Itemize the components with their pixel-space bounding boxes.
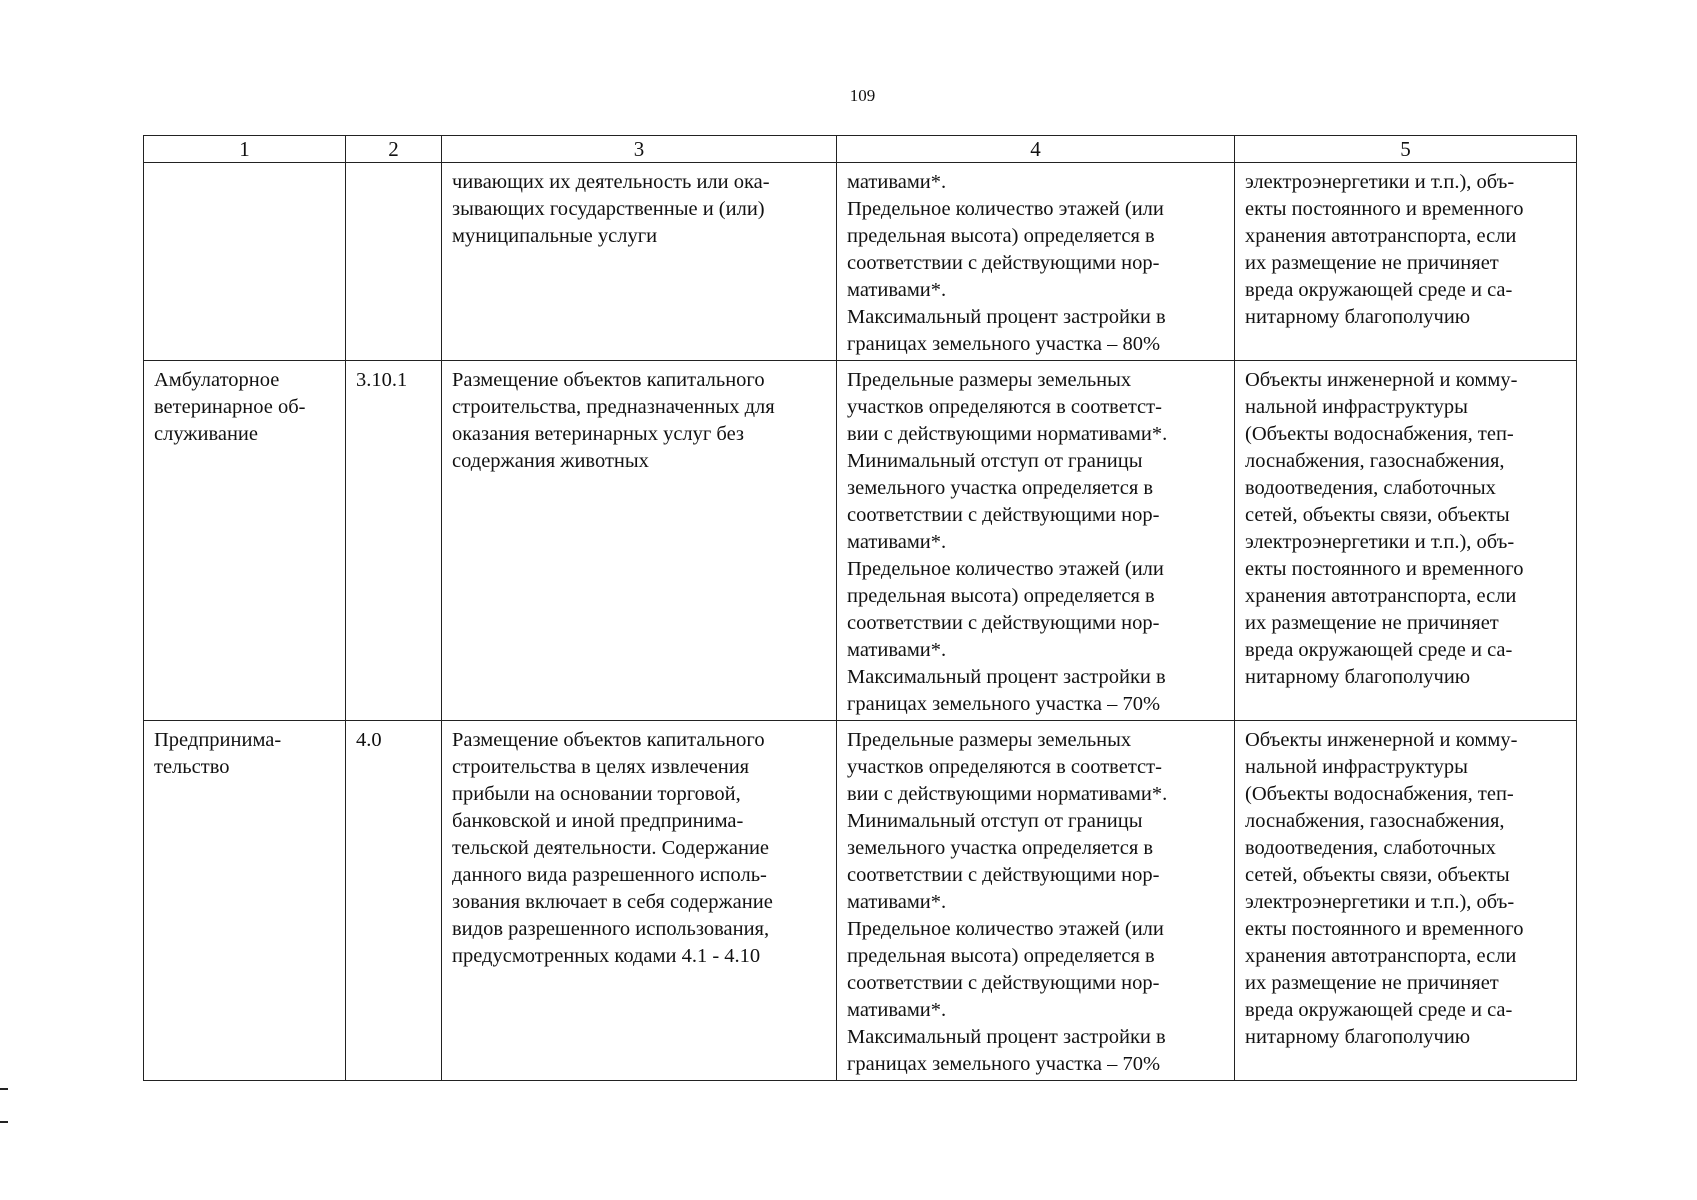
text-line: соответствии с действующими нор-: [847, 612, 1160, 634]
auxiliary-uses-cell: [1235, 163, 1577, 361]
text-line: вии с действующими нормативами*.: [847, 783, 1168, 805]
table-row: [144, 163, 1577, 361]
text-line: Предельное количество этажей (или: [847, 558, 1164, 580]
text-line: хранения автотранспорта, если: [1245, 945, 1517, 967]
text-line: Объекты инженерной и комму-: [1245, 729, 1518, 751]
text-line: ветеринарное об-: [154, 396, 306, 418]
text-line: мативами*.: [847, 639, 947, 661]
use-code-cell: [346, 721, 442, 1081]
text-line: предусмотренных кодами 4.1 - 4.10: [452, 945, 761, 967]
text-line: водоотведения, слаботочных: [1245, 837, 1496, 859]
text-line: нитарному благополучию: [1245, 1026, 1471, 1048]
text-line: лоснабжения, газоснабжения,: [1245, 450, 1505, 472]
text-line: их размещение не причиняет: [1245, 252, 1499, 274]
text-line: предельная высота) определяется в: [847, 585, 1155, 607]
text-line: (Объекты водоснабжения, теп-: [1245, 783, 1514, 805]
text-line: мативами*.: [847, 891, 947, 913]
text-line: екты постоянного и временного: [1245, 198, 1524, 220]
text-line: екты постоянного и временного: [1245, 558, 1524, 580]
text-line: электроэнергетики и т.п.), объ-: [1245, 891, 1515, 913]
text-line: мативами*.: [847, 171, 947, 193]
text-line: нитарному благополучию: [1245, 666, 1471, 688]
text-line: предельная высота) определяется в: [847, 945, 1155, 967]
header-col-4: 4: [837, 136, 1235, 163]
text-line: хранения автотранспорта, если: [1245, 225, 1517, 247]
text-line: Максимальный процент застройки в: [847, 666, 1166, 688]
scan-edge-mark: [0, 1088, 8, 1090]
text-line: участков определяются в соответст-: [847, 396, 1162, 418]
text-line: электроэнергетики и т.п.), объ-: [1245, 531, 1515, 553]
header-col-3: 3: [442, 136, 837, 163]
text-line: данного вида разрешенного исполь-: [452, 864, 767, 886]
text-line: их размещение не причиняет: [1245, 972, 1499, 994]
parameters-cell: [837, 163, 1235, 361]
text-line: прибыли на основании торговой,: [452, 783, 741, 805]
text-line: строительства, предназначенных для: [452, 396, 775, 418]
text-line: нальной инфраструктуры: [1245, 396, 1468, 418]
text-line: Максимальный процент застройки в: [847, 1026, 1166, 1048]
text-line: Предельное количество этажей (или: [847, 198, 1164, 220]
use-code-cell: [346, 361, 442, 721]
auxiliary-uses-cell: [1235, 361, 1577, 721]
text-line: соответствии с действующими нор-: [847, 864, 1160, 886]
use-name-cell: [144, 163, 346, 361]
text-line: зывающих государственные и (или): [452, 198, 765, 220]
text-line: Размещение объектов капитального: [452, 369, 765, 391]
use-code: 3.10.1: [356, 369, 408, 391]
header-col-5: 5: [1235, 136, 1577, 163]
use-description-cell: [442, 721, 837, 1081]
text-line: мативами*.: [847, 531, 947, 553]
text-line: строительства в целях извлечения: [452, 756, 750, 778]
text-line: электроэнергетики и т.п.), объ-: [1245, 171, 1515, 193]
text-line: участков определяются в соответст-: [847, 756, 1162, 778]
text-line: лоснабжения, газоснабжения,: [1245, 810, 1505, 832]
text-line: Максимальный процент застройки в: [847, 306, 1166, 328]
text-line: Предельное количество этажей (или: [847, 918, 1164, 940]
scan-edge-mark: [0, 1121, 8, 1123]
text-line: оказания ветеринарных услуг без: [452, 423, 745, 445]
parameters-cell: [837, 721, 1235, 1081]
table-row: [144, 721, 1577, 1081]
table-row: [144, 361, 1577, 721]
text-line: тельство: [154, 756, 230, 778]
text-line: границах земельного участка – 70%: [847, 693, 1161, 715]
use-code-cell: [346, 163, 442, 361]
text-line: Предпринима-: [154, 729, 282, 751]
text-line: предельная высота) определяется в: [847, 225, 1155, 247]
text-line: вреда окружающей среде и са-: [1245, 999, 1513, 1021]
text-line: зования включает в себя содержание: [452, 891, 773, 913]
use-description-cell: [442, 163, 837, 361]
text-line: вреда окружающей среде и са-: [1245, 639, 1513, 661]
text-line: границах земельного участка – 80%: [847, 333, 1161, 355]
text-line: водоотведения, слаботочных: [1245, 477, 1496, 499]
text-line: (Объекты водоснабжения, теп-: [1245, 423, 1514, 445]
text-line: мативами*.: [847, 279, 947, 301]
header-col-2: 2: [346, 136, 442, 163]
text-line: Размещение объектов капитального: [452, 729, 765, 751]
text-line: соответствии с действующими нор-: [847, 252, 1160, 274]
text-line: земельного участка определяется в: [847, 477, 1154, 499]
text-line: нальной инфраструктуры: [1245, 756, 1468, 778]
text-line: сетей, объекты связи, объекты: [1245, 864, 1510, 886]
text-line: их размещение не причиняет: [1245, 612, 1499, 634]
text-line: тельской деятельности. Содержание: [452, 837, 770, 859]
header-col-1: 1: [144, 136, 346, 163]
text-line: соответствии с действующими нор-: [847, 972, 1160, 994]
text-line: Амбулаторное: [154, 369, 280, 391]
text-line: содержания животных: [452, 450, 649, 472]
text-line: Предельные размеры земельных: [847, 729, 1132, 751]
use-name-cell: [144, 721, 346, 1081]
text-line: служивание: [154, 423, 258, 445]
header-row: [144, 136, 1577, 163]
text-line: вии с действующими нормативами*.: [847, 423, 1168, 445]
text-line: Предельные размеры земельных: [847, 369, 1132, 391]
text-line: нитарному благополучию: [1245, 306, 1471, 328]
text-line: границах земельного участка – 70%: [847, 1053, 1161, 1075]
text-line: мативами*.: [847, 999, 947, 1021]
use-name-cell: [144, 361, 346, 721]
use-description-cell: [442, 361, 837, 721]
text-line: вреда окружающей среде и са-: [1245, 279, 1513, 301]
parameters-cell: [837, 361, 1235, 721]
text-line: видов разрешенного использования,: [452, 918, 770, 940]
land-use-table: [143, 135, 1577, 1081]
text-line: сетей, объекты связи, объекты: [1245, 504, 1510, 526]
text-line: Минимальный отступ от границы: [847, 450, 1143, 472]
use-code: 4.0: [356, 729, 382, 751]
text-line: земельного участка определяется в: [847, 837, 1154, 859]
text-line: Минимальный отступ от границы: [847, 810, 1143, 832]
text-line: чивающих их деятельность или ока-: [452, 171, 770, 193]
text-line: соответствии с действующими нор-: [847, 504, 1160, 526]
text-line: хранения автотранспорта, если: [1245, 585, 1517, 607]
text-line: муниципальные услуги: [452, 225, 658, 247]
auxiliary-uses-cell: [1235, 721, 1577, 1081]
text-line: екты постоянного и временного: [1245, 918, 1524, 940]
text-line: Объекты инженерной и комму-: [1245, 369, 1518, 391]
text-line: банковской и иной предпринима-: [452, 810, 744, 832]
page-number: 109: [849, 86, 876, 105]
